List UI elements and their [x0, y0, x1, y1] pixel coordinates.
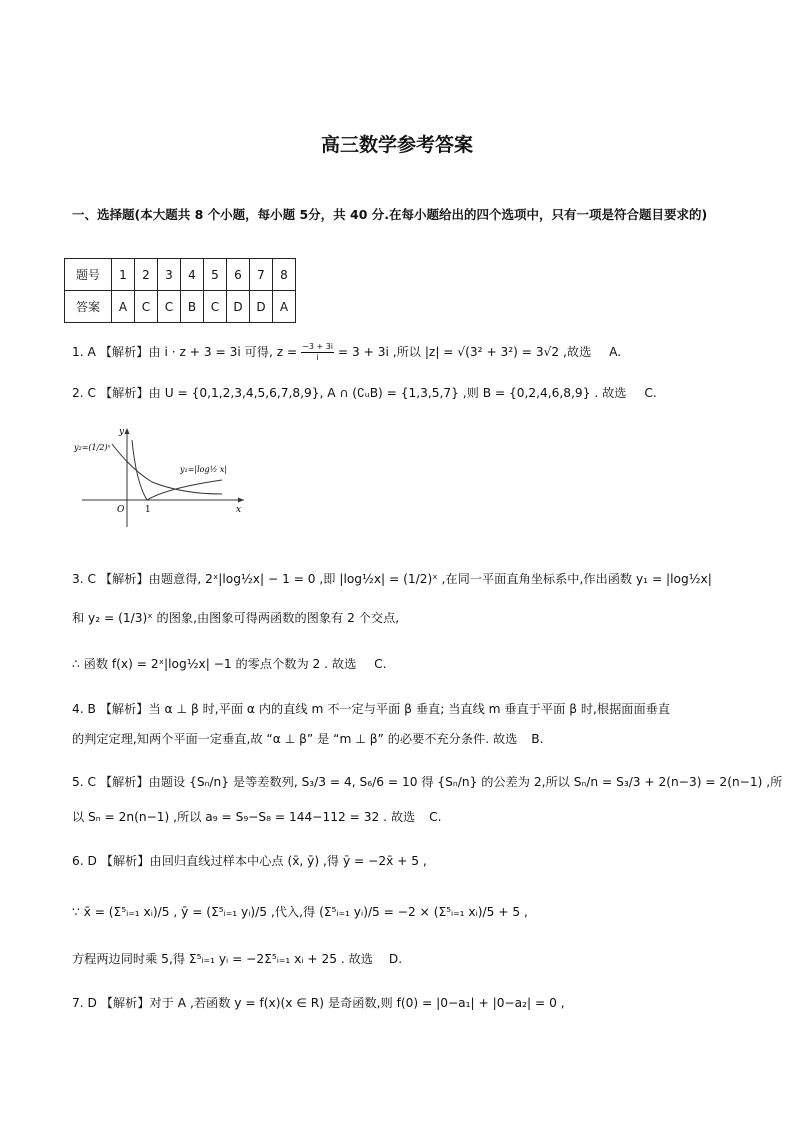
- q6-line3-wrap: [72, 950, 732, 967]
- table-cell-number: 4: [181, 259, 204, 291]
- table-cell-number: 8: [273, 259, 296, 291]
- answer-table: [64, 258, 296, 323]
- y1-label: y₁=|log½ x|: [180, 465, 228, 474]
- x-axis-label: x: [236, 505, 242, 515]
- q4-line2-wrap: [72, 730, 732, 747]
- table-cell-number: 3: [158, 259, 181, 291]
- table-header-answer: 答案: [65, 291, 112, 323]
- table-cell-answer: C: [158, 291, 181, 323]
- q4-line2: 的判定定理,知两个平面一定垂直,故 “α ⊥ β” 是 “m ⊥ β” 的必要不充分条件. 故选: [72, 732, 518, 746]
- table-cell-number: 2: [135, 259, 158, 291]
- q5-line2-wrap: [72, 808, 732, 825]
- table-cell-number: 5: [204, 259, 227, 291]
- table-cell-answer: B: [181, 291, 204, 323]
- q4-line1: 4. B 【解析】当 α ⊥ β 时,平面 α 内的直线 m 不一定与平面 β 垂直; 当直线 m 垂直于平面 β 时,根据面面垂直: [72, 702, 671, 716]
- q3-line1: 3. C 【解析】由题意得, 2ˣ|log½x| − 1 = 0 ,即 |log½x| = (1/2)ˣ ,在同一平面直角坐标系中,作出函数 y₁ = |log½x|: [72, 572, 712, 586]
- q2-text: 2. C 【解析】由 U = {0,1,2,3,4,5,6,7,8,9}, A ∩ (∁ᵤB) = {1,3,5,7} ,则 B = {0,2,4,6,8,9} . 故选: [72, 386, 627, 400]
- y-axis-label: y: [119, 427, 125, 437]
- origin-label: O: [117, 505, 125, 515]
- q5-line2: 以 Sₙ = 2n(n−1) ,所以 a₉ = S₉−S₈ = 144−112 = 32 . 故选: [72, 810, 416, 824]
- table-cell-number: 7: [250, 259, 273, 291]
- answer-table-row-answers: [65, 291, 296, 323]
- q7-line1: 7. D 【解析】对于 A ,若函数 y = f(x)(x ∈ R) 是奇函数,则 f(0) = |0−a₁| + |0−a₂| = 0 ,: [72, 996, 565, 1010]
- q1-label: 1. A 【解析】由: [72, 345, 161, 359]
- q1-fraction: [301, 342, 334, 363]
- function-graph: [72, 422, 252, 532]
- y-axis-arrow: [125, 428, 130, 434]
- x-axis-arrow: [238, 498, 244, 503]
- q5-choice: C.: [429, 810, 442, 824]
- table-cell-number: 1: [112, 259, 135, 291]
- y2-label: y₂=(1/2)ˣ: [74, 443, 111, 452]
- table-cell-answer: D: [227, 291, 250, 323]
- table-cell-answer: C: [135, 291, 158, 323]
- table-cell-answer: A: [112, 291, 135, 323]
- q6-choice: D.: [388, 952, 403, 966]
- q1-eq1: i · z + 3 = 3i 可得, z =: [164, 345, 298, 359]
- page-title: 高三数学参考答案: [320, 134, 473, 156]
- table-header-number: 题号: [65, 259, 112, 291]
- q2-solution: [72, 384, 732, 401]
- q1-frac-den: i: [316, 353, 319, 362]
- q4-choice: B.: [531, 732, 544, 746]
- q5-line1: 5. C 【解析】由题设 {Sₙ/n} 是等差数列, S₃/3 = 4, S₆/6 = 10 得 {Sₙ/n} 的公差为 2,所以 Sₙ/n = S₃/3 + 2(n−3) = 2(n−1) ,所: [72, 775, 783, 789]
- answer-table-row-numbers: [65, 259, 296, 291]
- table-cell-answer: A: [273, 291, 296, 323]
- section-heading-choice: 一、选择题(本大题共 8 个小题，每小题 5分，共 40 分.在每小题给出的四个选项中，只有一项是符合题目要求的): [72, 207, 708, 222]
- q6-line3: 方程两边同时乘 5,得 Σ⁵ᵢ₌₁ yᵢ = −2Σ⁵ᵢ₌₁ xᵢ + 25 . 故选: [72, 952, 373, 966]
- q6-line2: ∵ x̄ = (Σ⁵ᵢ₌₁ xᵢ)/5 , ȳ = (Σ⁵ᵢ₌₁ yᵢ)/5 ,代入,得 (Σ⁵ᵢ₌₁ yᵢ)/5 = −2 × (Σ⁵ᵢ₌₁ xᵢ)/5 + 5 ,: [72, 905, 528, 919]
- q1-eq2: = 3 + 3i ,所以 |z| =: [337, 345, 454, 359]
- table-cell-answer: C: [204, 291, 227, 323]
- tick-one-label: 1: [145, 505, 151, 515]
- q1-eq3: √(3² + 3²) = 3√2 ,故选: [457, 345, 592, 359]
- q3-line2: 和 y₂ = (1/3)ˣ 的图象,由图象可得两函数的图象有 2 个交点,: [72, 611, 400, 625]
- table-cell-answer: D: [250, 291, 273, 323]
- q3-line3-wrap: [72, 655, 732, 672]
- q3-line3: ∴ 函数 f(x) = 2ˣ|log½x| −1 的零点个数为 2 . 故选: [72, 657, 357, 671]
- q3-choice: C.: [374, 657, 387, 671]
- table-cell-number: 6: [227, 259, 250, 291]
- q1-frac-num: −3 + 3i: [302, 342, 334, 351]
- q1-solution: [72, 342, 732, 363]
- q2-choice: C.: [644, 386, 657, 400]
- q1-choice: A.: [609, 345, 622, 359]
- q6-line1: 6. D 【解析】由回归直线过样本中心点 (x̄, ȳ) ,得 ȳ = −2x̄ + 5 ,: [72, 854, 427, 868]
